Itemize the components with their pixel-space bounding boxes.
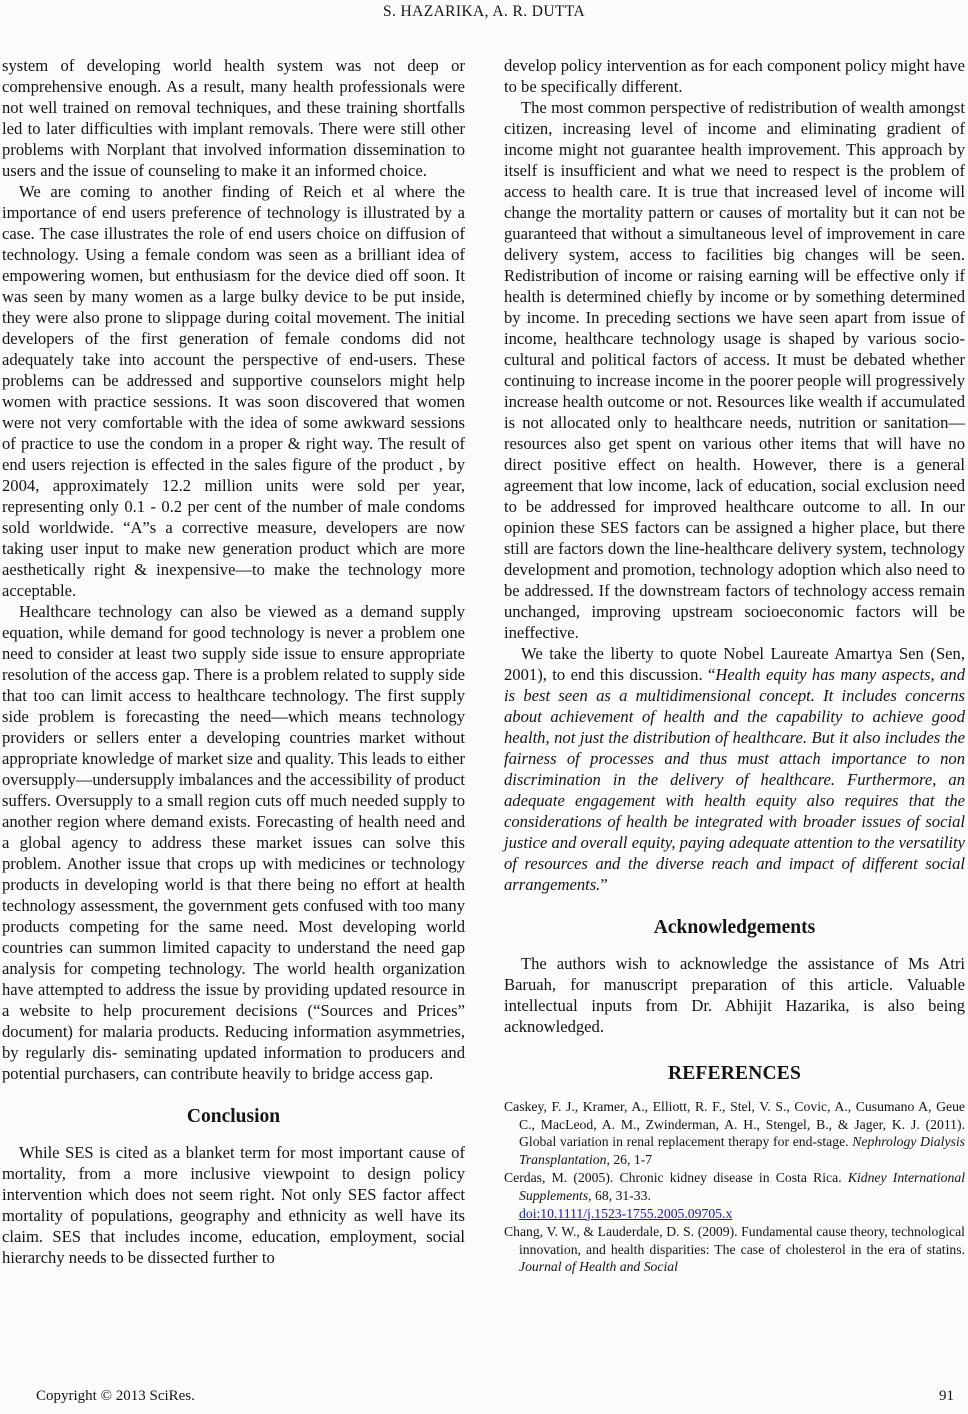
- conclusion-heading: Conclusion: [186, 1106, 281, 1127]
- acknowledgements-heading: Acknowledgements: [653, 917, 816, 938]
- right-column: [504, 55, 965, 1277]
- quote-close: ”: [600, 875, 608, 894]
- reference-pages: , 26, 1-7: [606, 1151, 653, 1167]
- left-column: [2, 55, 465, 1268]
- reference-journal: Nephrology Dialysis Transplantation: [519, 1134, 965, 1167]
- reference-pages: 68, 31-33.: [591, 1187, 651, 1203]
- paragraph: We are coming to another finding of Reich et al where the importance of end users preference of technology is illustrated by a case. The case illustrates the role of end users choice on diffusion of technology. Using a female condom was seen as a brilliant idea of empowering women, but enthusiasm for the device died off soon. It was seen by many women as a large bulky device to be put inside, they were also prone to slippage during coital movement. The initial developers of the first generation of female condoms did not adequately take into account the perspective of end-users. These problems can be addressed and supportive counselors might help women with practice sessions. It was soon discovered that women were not very comfortable with the idea of some awkward sessions of practice to use the condom in a proper & right way. The result of end users rejection is effected in the sales figure of the product , by 2004, approximately 12.2 million units were sold per year, representing only 0.1 - 0.2 per cent of the number of male condoms sold worldwide. “A”s a corrective measure, developers are now taking user input to make new generation product which are more aesthetically right & inexpensive—to make the technology more acceptable.: [2, 182, 465, 600]
- paragraph: Healthcare technology can also be viewed as a demand supply equation, while demand for good technology is never a problem one need to consider at least two supply side issue to ensure appropriate resolution of the access gap. There is a problem related to supply side that too can limit access to healthcare technology. The first supply side problem is forecasting the need—which means technology providers or sellers enter a developing countries market without appropriate knowledge of market size and quality. This leads to either oversupply—undersupply imbalances and the accessibility of product suffers. Oversupply to a small region cuts off much needed supply to another region where demand exists. Forecasting of health need and a global agency to address these market issues can solve this problem. Another issue that crops up with medicines or technology products in developing world is that there being no effort at health technology assessment, the government gets confused with too many products competing for the same need. Most developing world countries can summon limited capacity to understand the need gap analysis for competing technology. The world health organization have attempted to address the issue by providing updated resource in a website to help procurement decisions (“Sources and Prices” document) for malaria products. Reducing information asymmetries, by regularly dis- seminating updated information to producers and potential purchasers, can contribute heavily to bridge access gap.: [2, 602, 465, 1083]
- reference-text: Chang, V. W., & Lauderdale, D. S. (2009). Fundamental cause theory, technological innovation, and health disparities: The case of cholesterol in the era of statins.: [504, 1224, 965, 1257]
- quote-italic-text: Health equity has many aspects, and is best seen as a multidimensional concept. It includes concerns about achievement of health and the capability to achieve good health, not just the distribution of healthcare. But it also includes the fairness of processes and thus must attach importance to non discrimination in the delivery of healthcare. Furthermore, an adequate engagement with health equity also requires that the considerations of health be integrated with broader issues of social justice and overall equity, paying adequate attention to the versatility of resources and the diverse reach and impact of different social arrangements.: [504, 665, 965, 894]
- reference-text: Cerdas, M. (2005). Chronic kidney disease in Costa Rica.: [504, 1170, 848, 1186]
- references-heading: REFERENCES: [667, 1063, 802, 1084]
- page-number: 91: [939, 1388, 954, 1404]
- reference-journal: Kidney International Supplements,: [519, 1170, 966, 1203]
- running-head-authors: S. HAZARIKA, A. R. DUTTA: [382, 3, 586, 20]
- reference-item: [504, 1169, 965, 1222]
- quote-lead: We take the liberty to quote Nobel Laureate Amartya Sen (Sen, 2001), to end this discussion. “: [504, 644, 965, 684]
- reference-item: [504, 1223, 965, 1276]
- reference-journal: Journal of Health and Social: [519, 1259, 678, 1275]
- paragraph-continuation: system of developing world health system was not deep or comprehensive enough. As a result, many health professionals were not well trained on removal techniques, and these training shortfalls led to later difficulties with implant removals. There were still other problems with Norplant that involved information dissemination to users and the issue of counseling to make it an informed choice.: [2, 56, 465, 180]
- reference-item: [504, 1098, 965, 1168]
- paragraph: The most common perspective of redistribution of wealth amongst citizen, increasing level of income and eliminating gradient of income might not guarantee health improvement. This approach by itself is insufficient and what we need to respect is the problem of access to health care. It is true that increased level of income will change the mortality pattern or causes of mortality but it can not be guaranteed that without a simultaneous level of improvement in care delivery system, access to facilities big changes will be seen. Redistribution of income or raising earning will be effective only if health is determined chiefly by income or by something determined by income. In preceding sections we have seen apart from issue of income, healthcare technology usage is shaped by various socio-cultural and political factors of access. It must be debated whether continuing to increase income in the poorer people will progressively increase health outcome or not. Resources like wealth if accumulated is not allocated only to healthcare needs, nutrition or sanitation—resources also get spent on various other items that will have no direct positive effect on health. However, there is a general agreement that low income, lack of education, social exclusion need to be addressed for improved healthcare outcome to all. In our opinion these SES factors can be assigned a higher place, but there still are factors down the line-healthcare delivery system, technology development and promotion, technology adoption which also need to be addressed. If the downstream factors of technology access remain unchanged, improving upstream socioeconomic factors will be ineffective.: [504, 98, 965, 642]
- references-list: [504, 1098, 965, 1276]
- doi-link[interactable]: doi:10.1111/j.1523-1755.2005.09705.x: [519, 1205, 733, 1221]
- copyright-notice: Copyright © 2013 SciRes.: [36, 1388, 195, 1404]
- acknowledgements-paragraph: The authors wish to acknowledge the assistance of Ms Atri Baruah, for manuscript preparation of this article. Valuable intellectual inputs from Dr. Abhijit Hazarika, is also being acknowledged.: [504, 954, 965, 1036]
- conclusion-paragraph: While SES is cited as a blanket term for most important cause of mortality, from a more inclusive viewpoint to design policy intervention which does not seem right. Not only SES factor affect mortality of populations, geography and ethnicity as well have its claim. SES that includes income, education, employment, social hierarchy needs to be dissected further to: [2, 1143, 465, 1267]
- paragraph-continuation: develop policy intervention as for each component policy might have to be specifically different.: [504, 56, 965, 96]
- reference-text: Caskey, F. J., Kramer, A., Elliott, R. F., Stel, V. S., Covic, A., Cusumano A, Geue C., MacLeod, A. M., Zwinderman, A. H., Stengel, B., & Jager, K. J. (2011). Global variation in renal replacement therapy for end-stage.: [504, 1099, 965, 1150]
- quote-paragraph: [504, 643, 965, 895]
- page-footer: [36, 1388, 954, 1405]
